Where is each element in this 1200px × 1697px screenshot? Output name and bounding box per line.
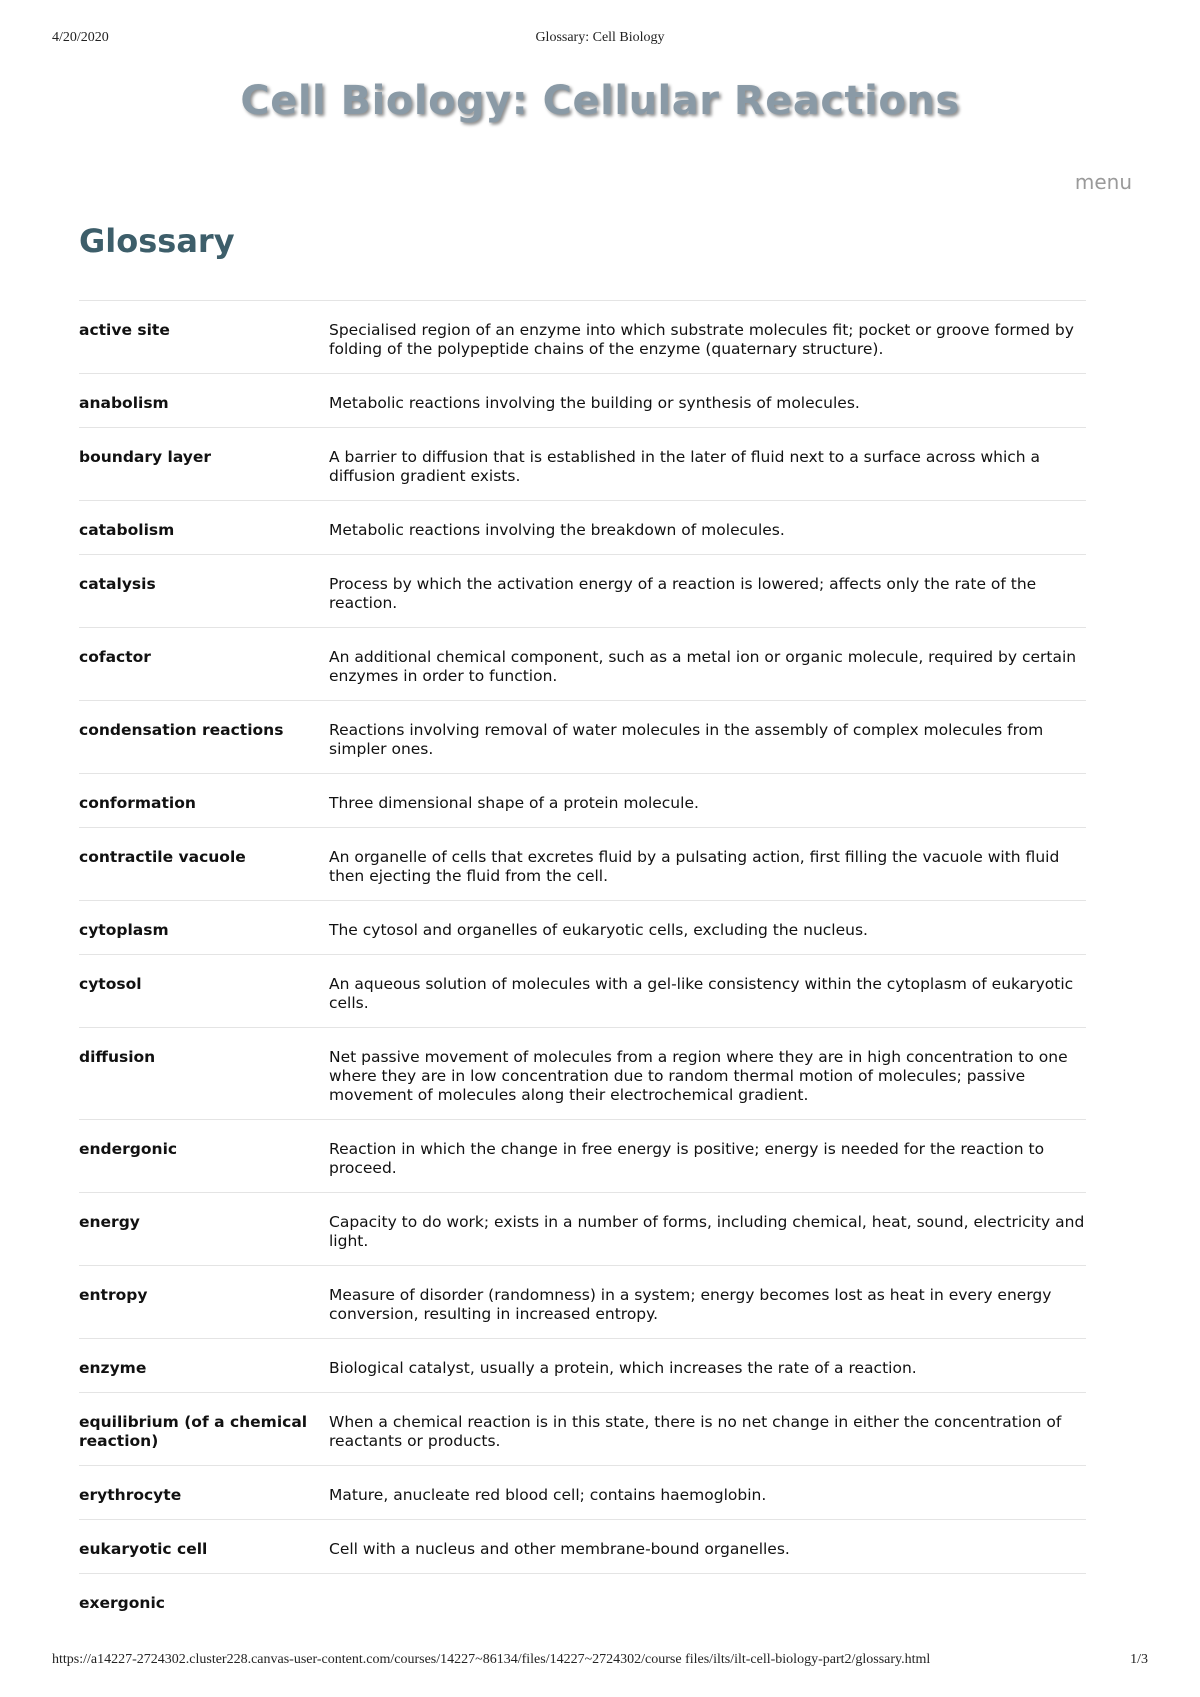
glossary-definition: Measure of disorder (randomness) in a system; energy becomes lost as heat in every energy conversion, resulting in increased entropy.	[329, 1286, 1052, 1323]
glossary-definition	[329, 1594, 1086, 1633]
glossary-term: entropy	[79, 1286, 148, 1304]
glossary-definition: Capacity to do work; exists in a number of forms, including chemical, heat, sound, electricity and light.	[329, 1213, 1085, 1250]
glossary-entry	[79, 1393, 1086, 1466]
glossary-entry	[79, 1466, 1086, 1520]
glossary-term: diffusion	[79, 1048, 156, 1066]
glossary-entry	[79, 1266, 1086, 1339]
glossary-entry	[79, 774, 1086, 828]
glossary-term: erythrocyte	[79, 1486, 182, 1504]
glossary-entry	[79, 1028, 1086, 1120]
glossary-entry	[79, 374, 1086, 428]
site-title: Cell Biology: Cellular Reactions	[240, 78, 960, 124]
glossary-definition: Metabolic reactions involving the building or synthesis of molecules.	[329, 394, 860, 412]
glossary-entry	[79, 1193, 1086, 1266]
glossary-term: boundary layer	[79, 448, 212, 466]
glossary-entry	[79, 828, 1086, 901]
glossary-term: active site	[79, 321, 170, 339]
glossary-definition: Metabolic reactions involving the breakdown of molecules.	[329, 521, 785, 539]
print-page-number: 1/3	[1130, 1652, 1148, 1667]
glossary-term: anabolism	[79, 394, 169, 412]
glossary-entry	[79, 301, 1086, 374]
glossary-term: catabolism	[79, 521, 175, 539]
glossary-definition: Three dimensional shape of a protein molecule.	[329, 794, 699, 812]
glossary-entry	[79, 628, 1086, 701]
glossary-definition: The cytosol and organelles of eukaryotic cells, excluding the nucleus.	[329, 921, 868, 939]
glossary-entry	[79, 555, 1086, 628]
glossary-definition: Reaction in which the change in free energy is positive; energy is needed for the reaction to proceed.	[329, 1140, 1045, 1177]
glossary-term: catalysis	[79, 575, 156, 593]
glossary-term: exergonic	[79, 1594, 165, 1612]
print-date: 4/20/2020	[52, 30, 109, 45]
print-url: https://a14227-2724302.cluster228.canvas-user-content.com/courses/14227~86134/files/14227~2724302/course files/ilts/ilt-cell-biology-part2/glossary.html	[52, 1652, 931, 1667]
glossary-entry	[79, 1520, 1086, 1574]
glossary-definition: Cell with a nucleus and other membrane-bound organelles.	[329, 1540, 790, 1558]
glossary-definition: A barrier to diffusion that is established in the later of fluid next to a surface across which a diffusion gradient exists.	[329, 448, 1041, 485]
glossary-term: eukaryotic cell	[79, 1540, 208, 1558]
print-document-title: Glossary: Cell Biology	[535, 30, 665, 45]
glossary-entry	[79, 901, 1086, 955]
glossary-definition: An organelle of cells that excretes fluid by a pulsating action, first filling the vacuole with fluid then ejecting the fluid from the cell.	[329, 848, 1060, 885]
glossary-entry	[79, 1120, 1086, 1193]
glossary-term: cytosol	[79, 975, 142, 993]
glossary-definition: An additional chemical component, such as a metal ion or organic molecule, required by certain enzymes in order to function.	[329, 648, 1077, 685]
glossary-term: equilibrium (of a chemical reaction)	[79, 1413, 308, 1450]
glossary-term: endergonic	[79, 1140, 178, 1158]
glossary-definition: Process by which the activation energy of a reaction is lowered; affects only the rate of the reaction.	[329, 575, 1037, 612]
glossary-definition: Net passive movement of molecules from a region where they are in high concentration to one where they are in low concentration due to random thermal motion of molecules; passive movement of molecules along their electrochemical gradient.	[329, 1048, 1068, 1104]
glossary-term: cytoplasm	[79, 921, 169, 939]
glossary-list	[79, 300, 1086, 1647]
page-title: Glossary	[79, 222, 235, 260]
glossary-definition: An aqueous solution of molecules with a gel-like consistency within the cytoplasm of eukaryotic cells.	[329, 975, 1074, 1012]
glossary-definition: When a chemical reaction is in this state, there is no net change in either the concentration of reactants or products.	[329, 1413, 1062, 1450]
glossary-entry	[79, 428, 1086, 501]
glossary-entry	[79, 501, 1086, 555]
glossary-definition: Specialised region of an enzyme into which substrate molecules fit; pocket or groove formed by folding of the polypeptide chains of the enzyme (quaternary structure).	[329, 321, 1074, 358]
glossary-term: conformation	[79, 794, 196, 812]
glossary-entry	[79, 1574, 1086, 1647]
glossary-definition: Reactions involving removal of water molecules in the assembly of complex molecules from simpler ones.	[329, 721, 1044, 758]
glossary-definition: Mature, anucleate red blood cell; contains haemoglobin.	[329, 1486, 767, 1504]
glossary-entry	[79, 955, 1086, 1028]
glossary-term: energy	[79, 1213, 140, 1231]
glossary-term: contractile vacuole	[79, 848, 246, 866]
glossary-term: enzyme	[79, 1359, 147, 1377]
glossary-term: condensation reactions	[79, 721, 284, 739]
print-header	[52, 30, 1148, 50]
glossary-definition: Biological catalyst, usually a protein, which increases the rate of a reaction.	[329, 1359, 917, 1377]
glossary-entry	[79, 1339, 1086, 1393]
glossary-term: cofactor	[79, 648, 151, 666]
print-footer	[52, 1652, 1148, 1672]
menu-link[interactable]: menu	[1074, 170, 1132, 194]
glossary-entry	[79, 701, 1086, 774]
